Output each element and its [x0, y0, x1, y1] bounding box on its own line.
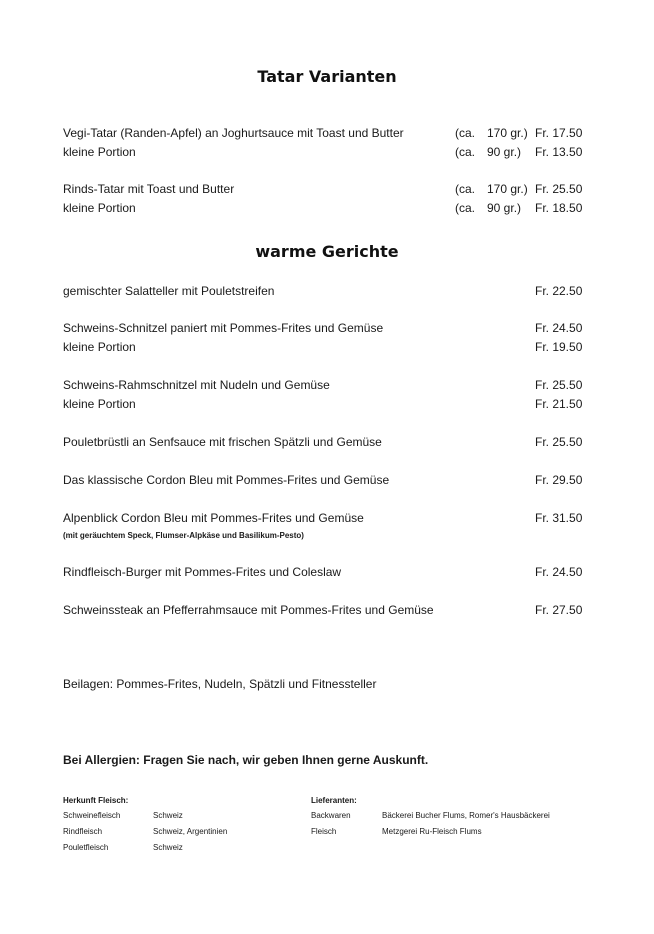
price: Fr. 17.50 [535, 126, 583, 140]
menu-item: Schweins-Schnitzel paniert mit Pommes-Frites und Gemüse [63, 321, 384, 335]
menu-item-note: (mit geräuchtem Speck, Flumser-Alpkäse und Basilikum-Pesto) [63, 531, 304, 540]
allergy-notice: Bei Allergien: Fragen Sie nach, wir geben Ihnen gerne Auskunft. [63, 753, 429, 767]
menu-item: Rinds-Tatar mit Toast und Butter [63, 182, 235, 196]
menu-item: kleine Portion [63, 397, 136, 411]
portion-size: (ca. 170 gr.) [455, 182, 528, 196]
menu-item: Schweins-Rahmschnitzel mit Nudeln und Gemüse [63, 378, 330, 392]
price: Fr. 21.50 [535, 397, 583, 411]
portion-size: (ca. 170 gr.) [455, 126, 528, 140]
price: Fr. 25.50 [535, 378, 583, 392]
menu-item: Alpenblick Cordon Bleu mit Pommes-Frites und Gemüse [63, 511, 364, 525]
price: Fr. 27.50 [535, 603, 583, 617]
price: Fr. 19.50 [535, 340, 583, 354]
supplier-value: Bäckerei Bucher Flums, Romer's Hausbäckerei [382, 811, 550, 820]
menu-item: Schweinssteak an Pfefferrahmsauce mit Pommes-Frites und Gemüse [63, 603, 434, 617]
origin-value: Schweiz, Argentinien [153, 827, 228, 836]
price: Fr. 24.50 [535, 565, 583, 579]
menu-item: kleine Portion [63, 340, 136, 354]
price: Fr. 25.50 [535, 182, 583, 196]
origin-title: Herkunft Fleisch: [63, 796, 129, 805]
origin-value: Schweiz [153, 811, 183, 820]
suppliers-title: Lieferanten: [311, 796, 357, 805]
supplier-value: Metzgerei Ru-Fleisch Flums [382, 827, 482, 836]
side-dishes: Beilagen: Pommes-Frites, Nudeln, Spätzli und Fitnessteller [63, 677, 377, 691]
section-title-warm: warme Gerichte [255, 242, 399, 261]
menu-item: Rindfleisch-Burger mit Pommes-Frites und Coleslaw [63, 565, 342, 579]
origin-value: Schweiz [153, 843, 183, 852]
menu-item: Das klassische Cordon Bleu mit Pommes-Frites und Gemüse [63, 473, 390, 487]
menu-item: kleine Portion [63, 201, 136, 215]
menu-item: gemischter Salatteller mit Pouletstreifen [63, 284, 275, 298]
price: Fr. 29.50 [535, 473, 583, 487]
price: Fr. 13.50 [535, 145, 583, 159]
menu-item: kleine Portion [63, 145, 136, 159]
section-title-tatar: Tatar Varianten [257, 67, 397, 86]
menu-item: Vegi-Tatar (Randen-Apfel) an Joghurtsauce mit Toast und Butter [63, 126, 404, 140]
menu-item: Pouletbrüstli an Senfsauce mit frischen Spätzli und Gemüse [63, 435, 382, 449]
origin-label: Rindfleisch [63, 827, 103, 836]
price: Fr. 25.50 [535, 435, 583, 449]
portion-size: (ca. 90 gr.) [455, 201, 522, 215]
price: Fr. 31.50 [535, 511, 583, 525]
origin-label: Pouletfleisch [63, 843, 109, 852]
price: Fr. 24.50 [535, 321, 583, 335]
origin-label: Schweinefleisch [63, 811, 121, 820]
portion-size: (ca. 90 gr.) [455, 145, 522, 159]
supplier-label: Fleisch [311, 827, 337, 836]
price: Fr. 18.50 [535, 201, 583, 215]
price: Fr. 22.50 [535, 284, 583, 298]
supplier-label: Backwaren [311, 811, 351, 820]
